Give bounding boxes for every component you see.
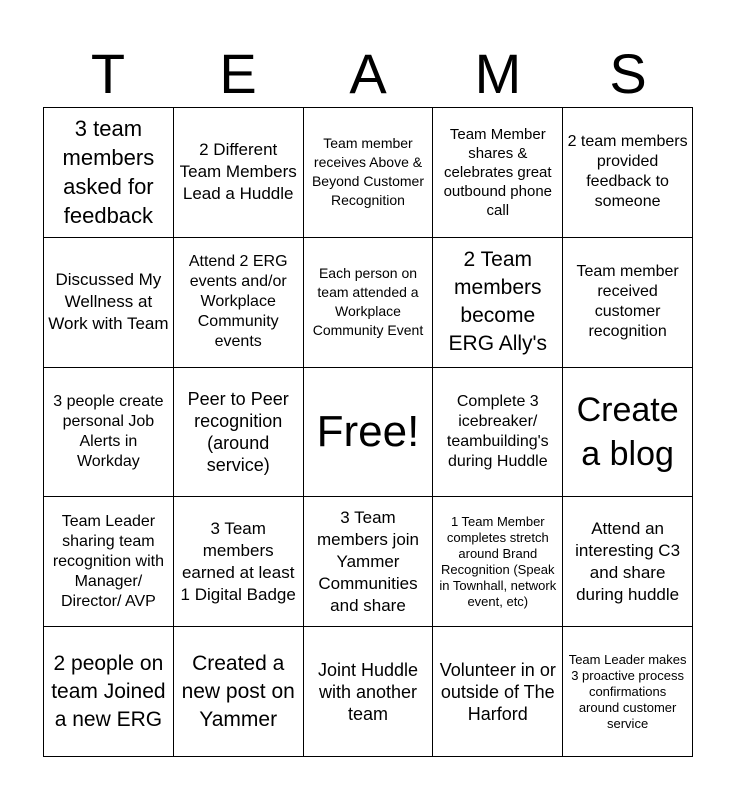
bingo-cell[interactable] [44,497,174,627]
bingo-cell[interactable] [174,368,304,498]
bingo-cell-free[interactable] [304,368,434,498]
bingo-cell[interactable] [433,108,563,238]
bingo-cell[interactable] [44,108,174,238]
bingo-cell[interactable] [433,497,563,627]
bingo-cell[interactable] [433,627,563,757]
cell-text: Team Leader makes 3 proactive process confirmations around customer service [568,651,687,731]
cell-text: Created a new post on Yammer [181,651,295,731]
cell-text: Team member receives Above & Beyond Customer Recognition [311,135,425,209]
cell-text: Team Leader sharing team recognition with Manager/ Director/ AVP [52,512,164,610]
bingo-cell[interactable] [174,238,304,368]
bingo-cell[interactable] [44,238,174,368]
bingo-header [43,40,693,108]
bingo-cell[interactable] [433,238,563,368]
bingo-cell[interactable] [563,108,693,238]
bingo-cell[interactable] [433,368,563,498]
cell-text: 2 Team members become ERG Ally's [448,248,548,356]
cell-text: Discussed My Wellness at Work with Team [48,270,169,334]
cell-text: Attend 2 ERG events and/or Workplace Community events [188,253,288,351]
bingo-grid [43,107,693,757]
cell-text: 2 Different Team Members Lead a Huddle [179,140,297,204]
bingo-cell[interactable] [304,497,434,627]
cell-text: Volunteer in or outside of The Harford [439,659,556,724]
cell-text: Complete 3 icebreaker/ teambuilding's during Huddle [446,392,549,470]
bingo-cell[interactable] [563,238,693,368]
cell-text: 2 people on team Joined a new ERG [51,651,166,731]
cell-text: 1 Team Member completes stretch around Brand Recognition (Speak in Townhall, network event, etc) [439,513,557,609]
bingo-cell[interactable] [304,238,434,368]
header-letter-s: S [609,42,647,105]
bingo-cell[interactable] [304,108,434,238]
header-letter-e: E [219,42,257,105]
bingo-cell[interactable] [174,627,304,757]
cell-text: Joint Huddle with another team [317,659,419,724]
header-letter-t: T [90,42,126,105]
bingo-cell[interactable] [563,627,693,757]
header-letter-a: A [349,42,387,105]
cell-text: 3 people create personal Job Alerts in Workday [53,392,164,470]
bingo-cell[interactable] [174,108,304,238]
cell-text: Create a blog [576,390,679,473]
cell-text: 3 team members asked for feedback [62,116,155,229]
bingo-cell[interactable] [563,368,693,498]
bingo-cell[interactable] [44,627,174,757]
cell-text: 3 Team members earned at least 1 Digital Badge [180,518,296,604]
cell-text: Peer to Peer recognition (around service) [187,388,289,475]
cell-text: Attend an interesting C3 and share during huddle [575,518,681,604]
bingo-cell[interactable] [563,497,693,627]
bingo-cell[interactable] [304,627,434,757]
bingo-cell[interactable] [174,497,304,627]
cell-text: 2 team members provided feedback to someone [567,133,688,211]
cell-text: Each person on team attended a Workplace Community Event [312,265,424,339]
cell-text: 3 Team members join Yammer Communities and share [316,507,420,615]
header-letter-m: M [474,42,522,105]
free-space-text: Free! [316,406,420,456]
bingo-cell[interactable] [44,368,174,498]
cell-text: Team member received customer recognition [576,263,679,341]
cell-text: Team Member shares & celebrates great outbound phone call [443,125,553,219]
